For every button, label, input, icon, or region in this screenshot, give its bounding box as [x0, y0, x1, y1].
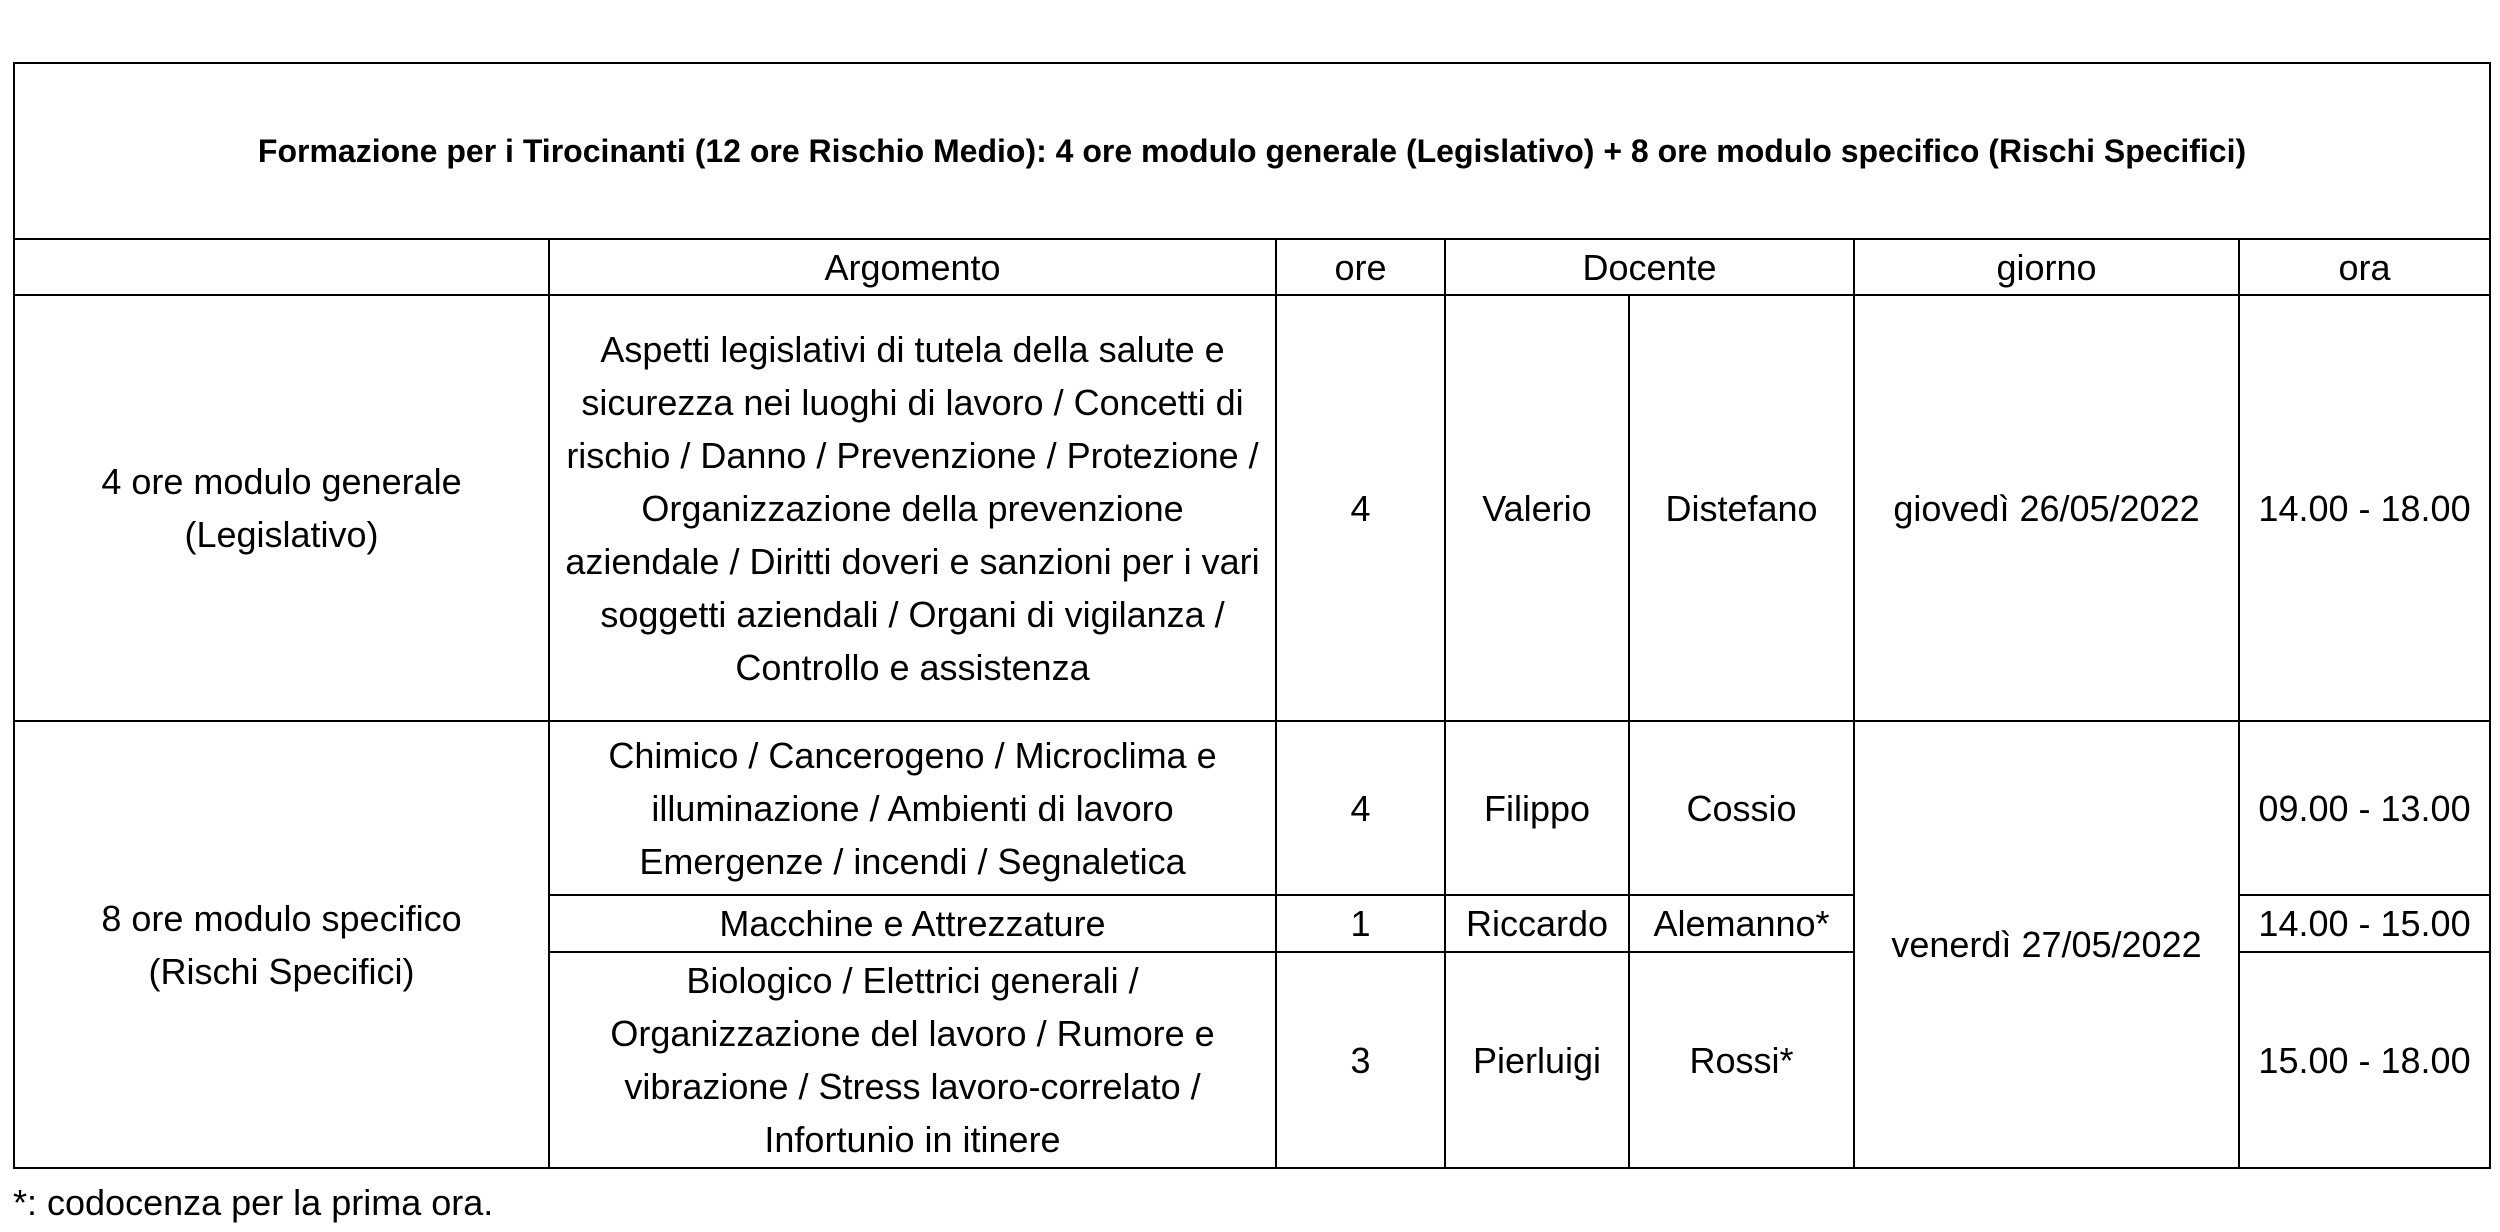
- header-row: [14, 239, 2490, 295]
- header-docente: Docente: [1445, 239, 1854, 295]
- footnote: *: codocenza per la prima ora.: [13, 1182, 494, 1223]
- ora-cell: 14.00 - 18.00: [2239, 295, 2490, 721]
- docente-cognome-cell: Alemanno*: [1629, 895, 1854, 952]
- ore-cell: 3: [1276, 952, 1445, 1168]
- docente-nome-cell: Filippo: [1445, 721, 1629, 895]
- argomento-cell: Aspetti legislativi di tutela della salute e sicurezza nei luoghi di lavoro / Concetti di rischio / Danno / Prevenzione / Protezione / Organizzazione della prevenzione aziendale / Diritti doveri e sanzioni per i vari soggetti aziendali / Organi di vigilanza / Controllo e assistenza: [549, 295, 1276, 721]
- docente-nome-cell: Pierluigi: [1445, 952, 1629, 1168]
- ora-cell: 15.00 - 18.00: [2239, 952, 2490, 1168]
- giorno-cell: venerdì 27/05/2022: [1854, 721, 2239, 1168]
- table-title: Formazione per i Tirocinanti (12 ore Rischio Medio): 4 ore modulo generale (Legislativo) + 8 ore modulo specifico (Rischi Specifici): [14, 63, 2490, 239]
- ora-cell: 14.00 - 15.00: [2239, 895, 2490, 952]
- ore-cell: 4: [1276, 721, 1445, 895]
- ore-cell: 1: [1276, 895, 1445, 952]
- header-argomento: Argomento: [549, 239, 1276, 295]
- header-giorno: giorno: [1854, 239, 2239, 295]
- module-generale: 4 ore modulo generale (Legislativo): [14, 295, 549, 721]
- header-empty: [14, 239, 549, 295]
- training-schedule-table: [13, 62, 2491, 1169]
- header-ora: ora: [2239, 239, 2490, 295]
- table-row: [14, 721, 2490, 895]
- docente-nome-cell: Riccardo: [1445, 895, 1629, 952]
- docente-cognome-cell: Distefano: [1629, 295, 1854, 721]
- docente-nome-cell: Valerio: [1445, 295, 1629, 721]
- table-row: [14, 295, 2490, 721]
- ore-cell: 4: [1276, 295, 1445, 721]
- module-specifico: 8 ore modulo specifico (Rischi Specifici): [14, 721, 549, 1168]
- docente-cognome-cell: Cossio: [1629, 721, 1854, 895]
- argomento-cell: Biologico / Elettrici generali / Organizzazione del lavoro / Rumore e vibrazione / Stress lavoro-correlato / Infortunio in itinere: [549, 952, 1276, 1168]
- docente-cognome-cell: Rossi*: [1629, 952, 1854, 1168]
- argomento-cell: Macchine e Attrezzature: [549, 895, 1276, 952]
- giorno-cell: giovedì 26/05/2022: [1854, 295, 2239, 721]
- header-ore: ore: [1276, 239, 1445, 295]
- ora-cell: 09.00 - 13.00: [2239, 721, 2490, 895]
- argomento-cell: Chimico / Cancerogeno / Microclima e illuminazione / Ambienti di lavoro Emergenze / incendi / Segnaletica: [549, 721, 1276, 895]
